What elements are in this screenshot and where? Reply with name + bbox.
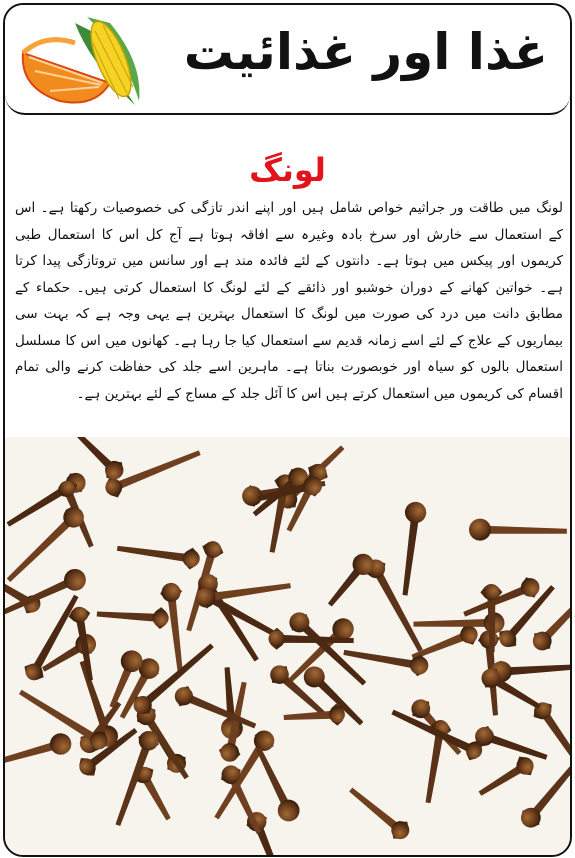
clove xyxy=(362,555,431,656)
clove xyxy=(344,781,414,844)
article-body: لونگ میں طاقت ور جراثیم خواص شامل ہیں اور اپنے اندر تازگی کی خصوصیات رکھتا ہے۔ اس کے استعمال سے خارش اور سرخ بادہ وغیرہ سے افاقہ ہوتا ہے آج کل اس کا استعمال طبی کریموں اور پیکس میں ہوتا ہے۔ دانتوں کے لئے فائدہ مند ہے اور سانس میں تروتازگی پیدا کرتا ہے۔ خواتین کھانے کے دوران خوشبو اور ذائقے کے لئے لونگ کا استعمال کرتی ہیں۔ حکماء کے مطابق دانت میں درد کی صورت میں لونگ کا استعمال بہترین ہے یہی وجہ ہے کہ بہت سی بیماریوں کے علاج کے لئے اسے زمانہ قدیم سے استعمال کیا جا رہا ہے۔ کھانوں میں اس کا مسلسل استعمال بالوں کو سیاہ اور خوبصورت بناتا ہے۔ ماہرین اسے جلد کی حفاظت کرنے والی تمام اقسام کی کریموں میں استعمال کرتے ہیں اس کا آئل جلد کے مساج کے لئے بہترین ہے۔ xyxy=(15,200,563,402)
section-title: غذا اور غذائیت xyxy=(183,23,548,81)
clove xyxy=(321,549,378,612)
clove xyxy=(529,698,570,783)
clove xyxy=(116,537,201,570)
clove xyxy=(285,607,372,691)
clove xyxy=(469,518,567,542)
article-card xyxy=(3,3,572,857)
cloves-illustration xyxy=(5,437,570,855)
header-banner xyxy=(5,5,570,115)
clove xyxy=(5,731,74,775)
orange-slice-and-corn-icon xyxy=(15,13,145,108)
cloves-photo xyxy=(5,437,570,855)
clove xyxy=(472,723,550,768)
clove xyxy=(490,656,570,683)
clove xyxy=(96,603,169,629)
clove xyxy=(159,582,191,675)
clove xyxy=(474,752,538,803)
clove xyxy=(394,501,428,597)
article-title: لونگ xyxy=(249,151,326,189)
clove xyxy=(171,683,259,737)
